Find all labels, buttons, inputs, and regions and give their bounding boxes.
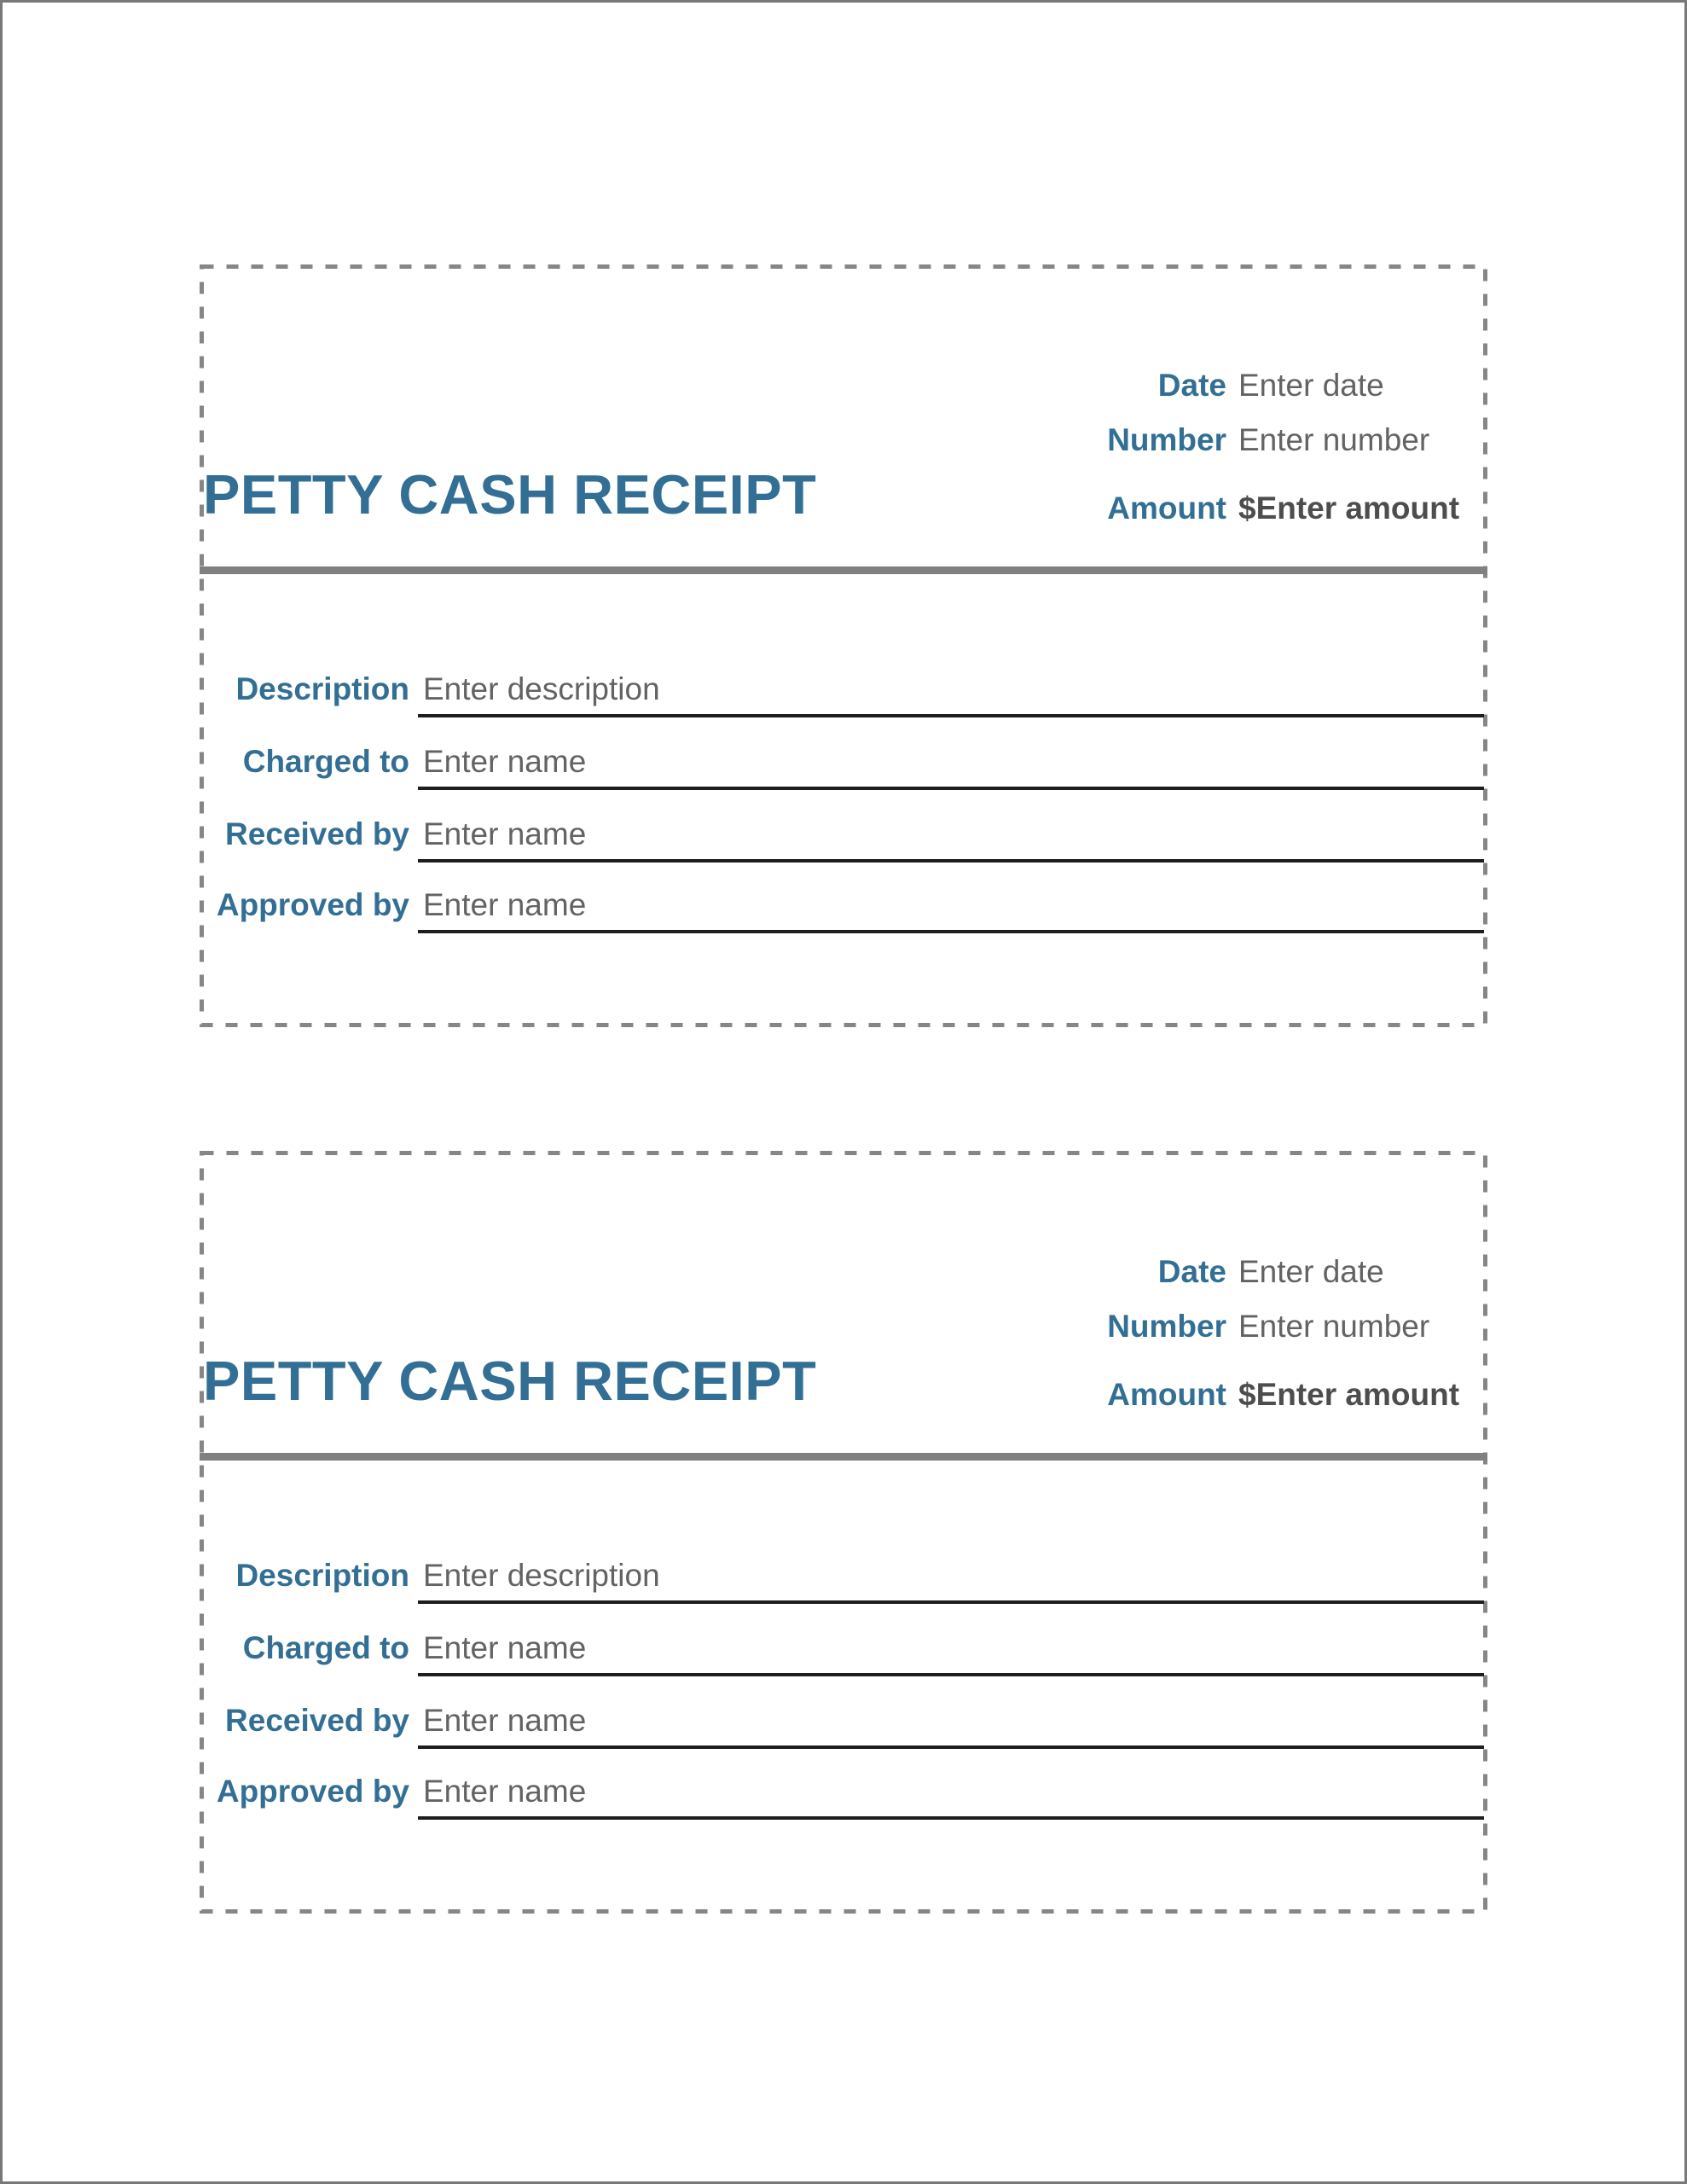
date-label: Date xyxy=(1157,1254,1226,1289)
approved-by-label: Approved by xyxy=(216,887,409,922)
description-field xyxy=(235,670,1484,717)
received-by-value-placeholder[interactable]: Enter name xyxy=(423,1703,587,1738)
description-label: Description xyxy=(235,671,409,706)
charged-to-field xyxy=(242,742,1484,790)
number-label: Number xyxy=(1107,422,1226,457)
header-divider xyxy=(200,1453,1487,1461)
approved-by-value-placeholder[interactable]: Enter name xyxy=(423,1774,587,1809)
amount-row xyxy=(200,1374,1487,1415)
description-field xyxy=(235,1556,1484,1604)
description-value-placeholder[interactable]: Enter description xyxy=(423,1558,660,1593)
charged-to-label: Charged to xyxy=(242,1630,409,1665)
charged-to-field xyxy=(242,1629,1484,1676)
amount-label: Amount xyxy=(1107,491,1226,526)
number-value-placeholder[interactable]: Enter number xyxy=(1238,422,1430,457)
number-row xyxy=(200,420,1487,461)
description-label: Description xyxy=(235,1558,409,1593)
amount-row xyxy=(200,488,1487,529)
received-by-value-placeholder[interactable]: Enter name xyxy=(423,816,587,851)
date-value-placeholder[interactable]: Enter date xyxy=(1238,1254,1384,1289)
date-row xyxy=(200,1252,1487,1292)
petty-cash-receipt-2 xyxy=(200,1151,1487,1914)
approved-by-label: Approved by xyxy=(216,1774,409,1809)
petty-cash-receipt-1 xyxy=(200,264,1487,1027)
number-label: Number xyxy=(1107,1309,1226,1344)
charged-to-value-placeholder[interactable]: Enter name xyxy=(423,1630,587,1665)
description-value-placeholder[interactable]: Enter description xyxy=(423,671,660,706)
amount-value-placeholder[interactable]: $Enter amount xyxy=(1238,491,1460,526)
date-value-placeholder[interactable]: Enter date xyxy=(1238,368,1384,403)
received-by-label: Received by xyxy=(225,1703,409,1738)
number-row xyxy=(200,1306,1487,1347)
receipt-title: PETTY CASH RECEIPT xyxy=(203,1350,817,1412)
approved-by-field xyxy=(216,1772,1484,1820)
approved-by-field xyxy=(216,886,1484,933)
date-row xyxy=(200,365,1487,406)
received-by-label: Received by xyxy=(225,816,409,851)
header-divider xyxy=(200,566,1487,574)
charged-to-label: Charged to xyxy=(242,744,409,779)
amount-label: Amount xyxy=(1107,1377,1226,1412)
charged-to-value-placeholder[interactable]: Enter name xyxy=(423,744,587,779)
number-value-placeholder[interactable]: Enter number xyxy=(1238,1309,1430,1344)
received-by-field xyxy=(225,1701,1484,1749)
receipt-title: PETTY CASH RECEIPT xyxy=(203,463,817,526)
date-label: Date xyxy=(1157,368,1226,403)
approved-by-value-placeholder[interactable]: Enter name xyxy=(423,887,587,922)
received-by-field xyxy=(225,815,1484,863)
amount-value-placeholder[interactable]: $Enter amount xyxy=(1238,1377,1460,1412)
